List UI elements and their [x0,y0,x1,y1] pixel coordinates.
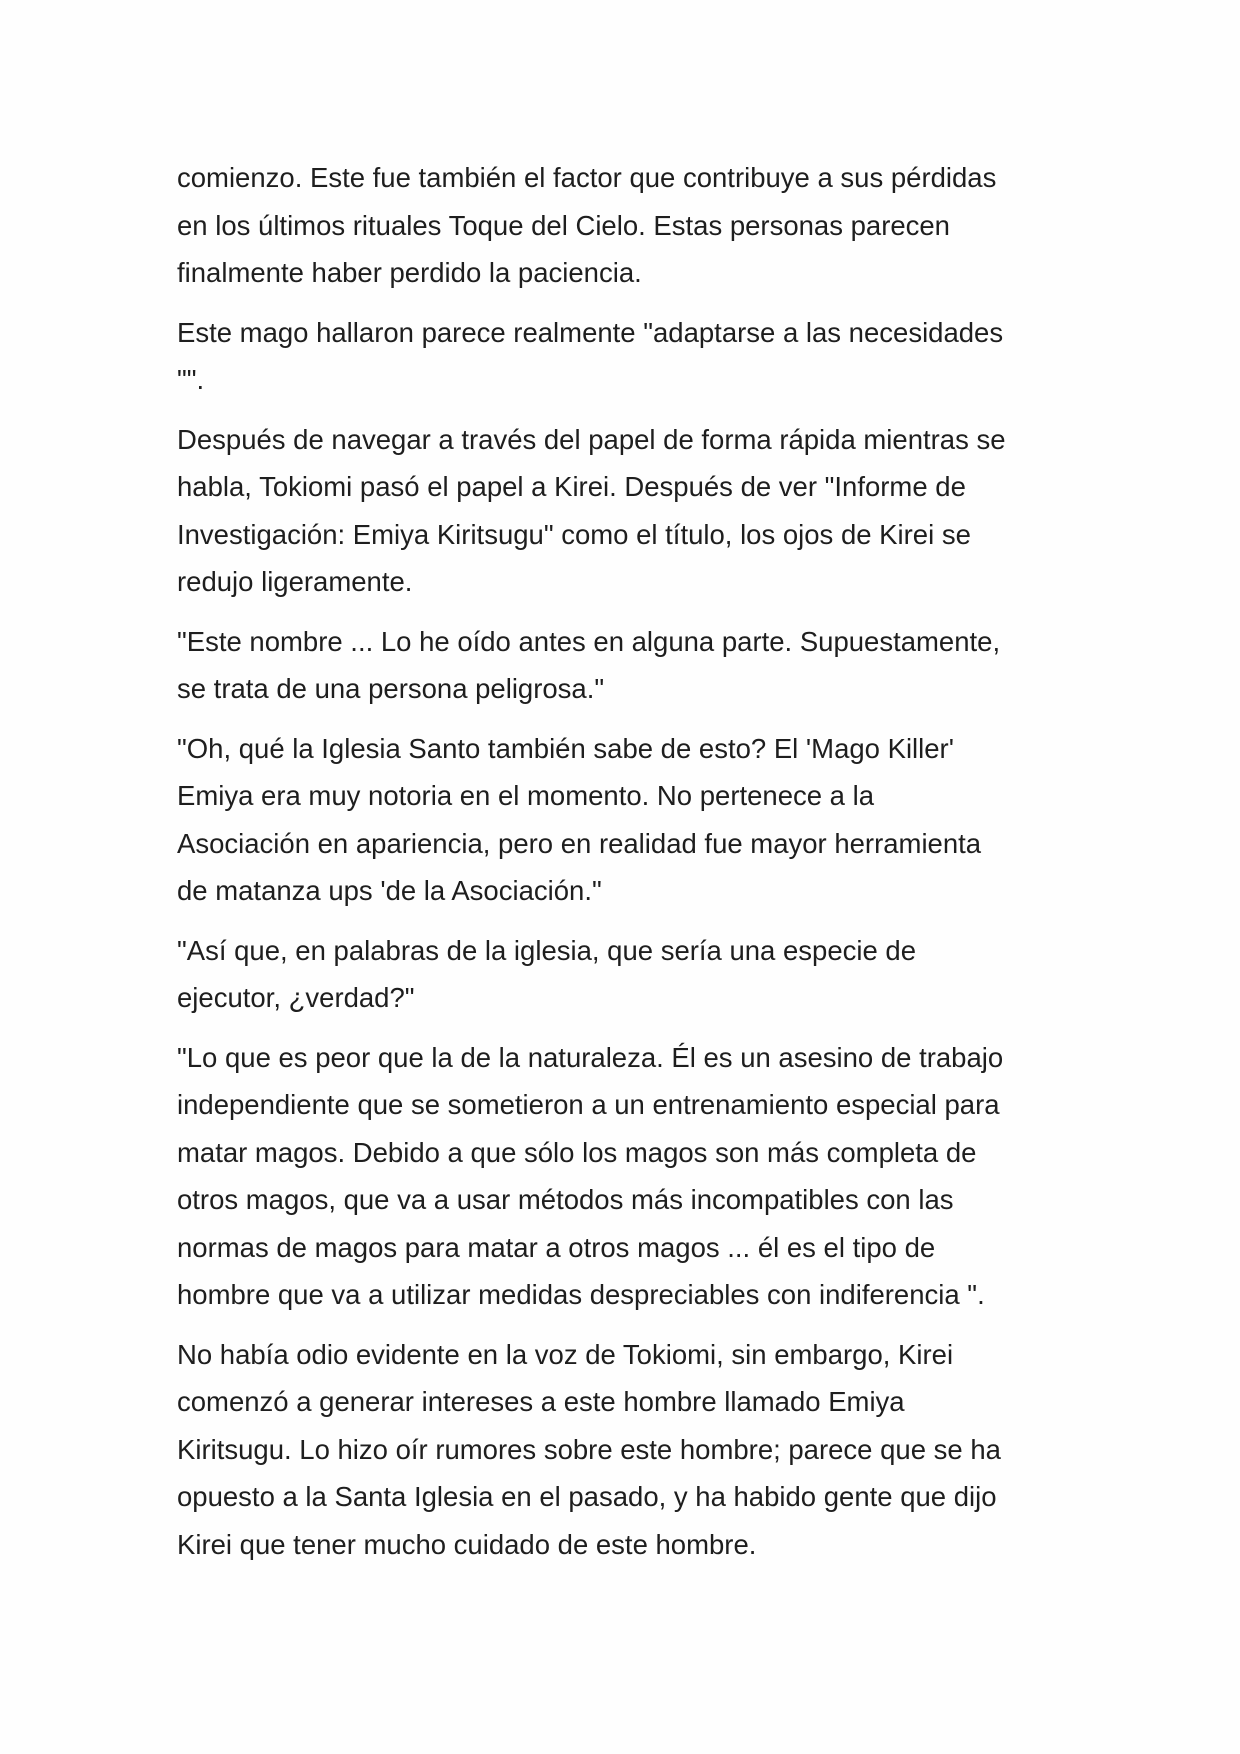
paragraph [177,618,1077,713]
text-line: Emiya era muy notoria en el momento. No pertenece a la [177,780,875,811]
paragraph [177,154,1077,297]
text-line: Investigación: Emiya Kiritsugu" como el título, los ojos de Kirei se [177,518,971,550]
text-line: "Oh, qué la Iglesia Santo también sabe de esto? El 'Mago Killer' [177,732,954,764]
text-line: "". [177,364,205,395]
text-line: redujo ligeramente. [177,566,413,597]
text-line: comenzó a generar intereses a este hombre llamado Emiya [177,1386,905,1417]
text-line: en los últimos rituales Toque del Cielo. Estas personas parecen [177,209,950,241]
text-line: "Este nombre ... Lo he oído antes en alguna parte. Supuestamente, [177,625,1001,657]
text-line: "Así que, en palabras de la iglesia, que sería una especie de [177,934,917,966]
text-line: normas de magos para matar a otros magos ... él es el tipo de [177,1231,936,1263]
text-line: comienzo. Este fue también el factor que contribuye a sus pérdidas [177,162,997,193]
text-line: "Lo que es peor que la de la naturaleza. Él es un asesino de trabajo [177,1041,1004,1073]
paragraph [177,416,1077,606]
text-line: independiente que se sometieron a un entrenamiento especial para [177,1089,1000,1120]
text-line: finalmente haber perdido la paciencia. [177,257,642,288]
text-line: otros magos, que va a usar métodos más incompatibles con las [177,1184,954,1215]
text-line: Kiritsugu. Lo hizo oír rumores sobre este hombre; parece que se ha [177,1433,1001,1465]
text-line: habla, Tokiomi pasó el papel a Kirei. Después de ver "Informe de [177,471,966,502]
text-line: de matanza ups 'de la Asociación." [177,875,602,906]
paragraph [177,927,1077,1022]
paragraph [177,1331,1077,1569]
paragraph [177,725,1077,915]
text-line: Kirei que tener mucho cuidado de este hombre. [177,1528,757,1560]
paragraph [177,1034,1077,1319]
text-line: Después de navegar a través del papel de forma rápida mientras se [177,423,1006,455]
text-line: No había odio evidente en la voz de Tokiomi, sin embargo, Kirei [177,1338,954,1370]
text-line: opuesto a la Santa Iglesia en el pasado, y ha habido gente que dijo [177,1481,997,1512]
document-body [177,154,1077,1580]
text-line: se trata de una persona peligrosa." [177,673,605,704]
text-line: ejecutor, ¿verdad?" [177,982,415,1013]
paragraph [177,309,1077,404]
text-line: Asociación en apariencia, pero en realidad fue mayor herramienta [177,827,982,859]
text-line: Este mago hallaron parece realmente "adaptarse a las necesidades [177,316,1004,348]
text-line: matar magos. Debido a que sólo los magos son más completa de [177,1136,977,1168]
text-line: hombre que va a utilizar medidas despreciables con indiferencia ". [177,1279,985,1310]
